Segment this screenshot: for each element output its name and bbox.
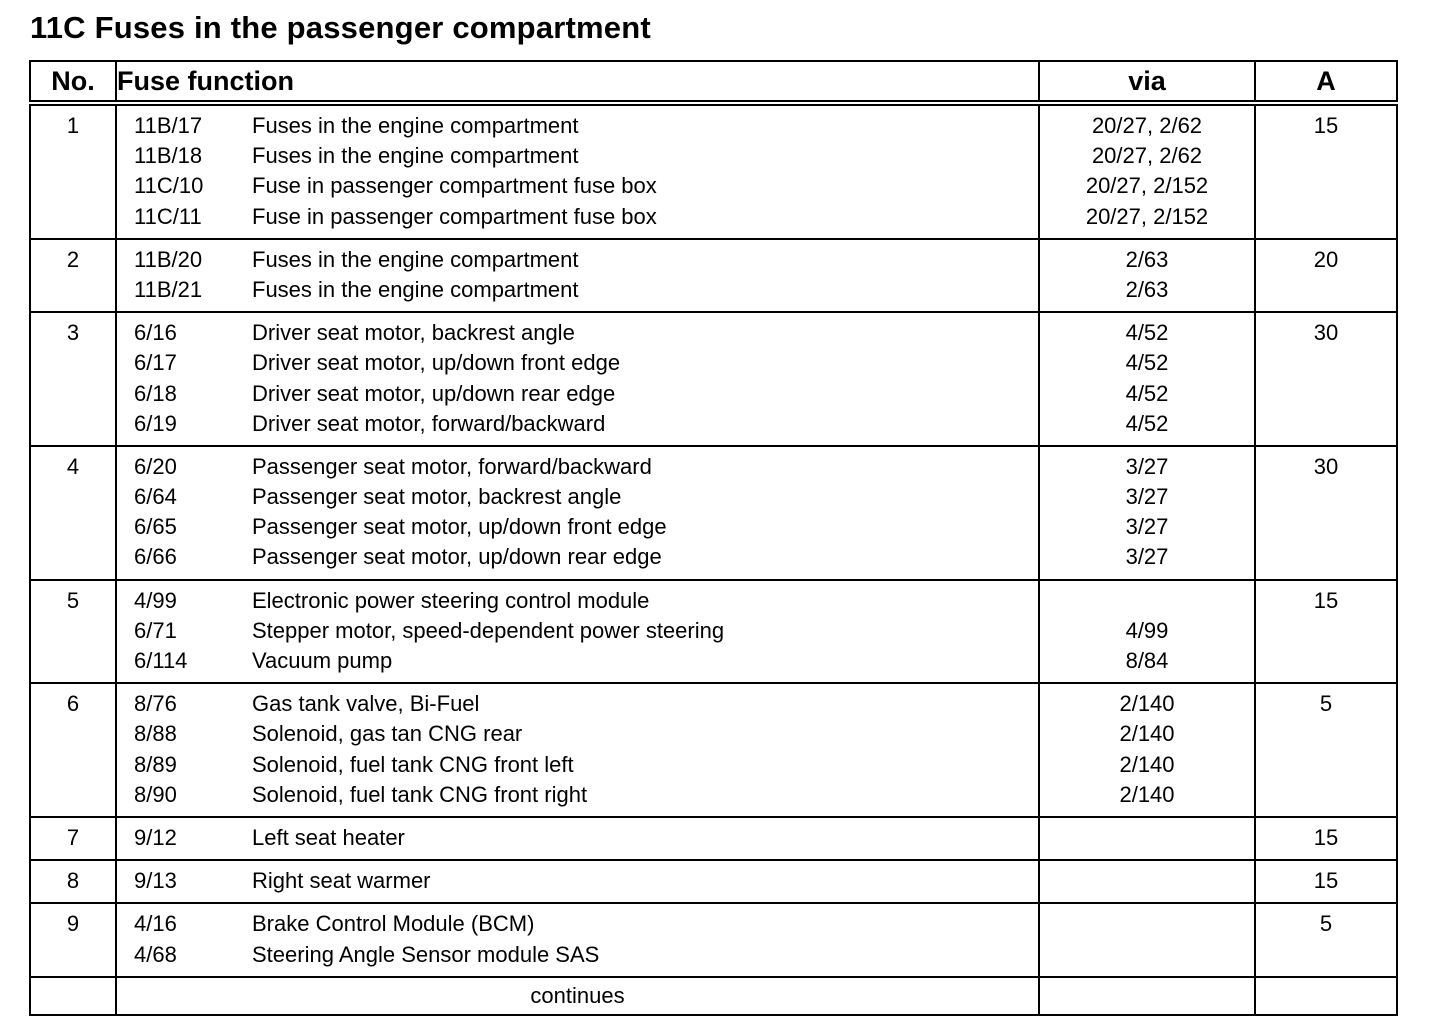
via-value (1040, 909, 1254, 939)
via-value: 4/52 (1125, 350, 1169, 376)
component-description: Stepper motor, speed-dependent power steering (252, 617, 725, 643)
fuse-via-cell (1039, 580, 1255, 684)
amperage-value: 15 (1313, 824, 1339, 850)
fuse-number-cell (30, 903, 116, 976)
fuse-number: 5 (66, 587, 80, 613)
fuse-number-cell (30, 683, 116, 817)
fuse-function-cell (116, 446, 1039, 580)
component-description: Fuses in the engine compartment (252, 246, 579, 272)
amperage-cell (1255, 580, 1397, 684)
amperage-value: 30 (1313, 453, 1339, 479)
component-description: Solenoid, fuel tank CNG front left (252, 751, 574, 777)
via-value: 20/27, 2/152 (1085, 203, 1209, 229)
component-code: 4/16 (134, 911, 177, 937)
component-code: 9/13 (134, 868, 177, 894)
fuse-entry (117, 379, 1038, 409)
fuse-via-cell (1039, 860, 1255, 903)
via-value: 3/27 (1125, 544, 1169, 570)
fuse-function-cell (116, 903, 1039, 976)
fuse-entry (117, 512, 1038, 542)
via-value: 2/140 (1119, 781, 1175, 807)
amperage-cell (1255, 312, 1397, 446)
fuse-entry (117, 275, 1038, 305)
fuse-group-row (30, 860, 1397, 903)
header-amperage: A (1255, 61, 1397, 103)
header-fuse-function: Fuse function (116, 61, 1039, 103)
fuse-function-cell (116, 683, 1039, 817)
component-code: 8/76 (134, 691, 177, 717)
amperage-value: 15 (1313, 868, 1339, 894)
amperage-value: 20 (1313, 246, 1339, 272)
fuse-entry (117, 909, 1038, 939)
fuse-number: 7 (66, 824, 80, 850)
fuse-entry (117, 141, 1038, 171)
fuse-entry (117, 823, 1038, 853)
fuse-entry (117, 586, 1038, 616)
amperage-cell (1255, 103, 1397, 239)
fuse-group-row (30, 817, 1397, 860)
component-description: Fuses in the engine compartment (252, 276, 579, 302)
via-value: 20/27, 2/152 (1085, 173, 1209, 199)
component-code: 11B/17 (134, 113, 203, 138)
component-description: Passenger seat motor, up/down front edge (252, 514, 667, 540)
amperage-value: 30 (1313, 320, 1339, 346)
fuse-via-cell (1039, 103, 1255, 239)
fuse-entry (117, 866, 1038, 896)
page-title: 11C Fuses in the passenger compartment (30, 10, 651, 45)
amperage-value: 15 (1313, 113, 1339, 138)
header-no: No. (30, 61, 116, 103)
amperage-value: 5 (1319, 691, 1333, 717)
component-code: 11B/18 (134, 143, 203, 169)
component-description: Vacuum pump (252, 648, 393, 673)
fuse-entry (117, 245, 1038, 275)
continues-label: continues (530, 982, 625, 1008)
fuse-group-row (30, 683, 1397, 817)
component-code: 11C/10 (134, 173, 204, 199)
component-description: Steering Angle Sensor module SAS (252, 941, 600, 967)
component-code: 6/71 (134, 617, 177, 643)
fuse-entry (117, 111, 1038, 141)
fuse-entry (117, 780, 1038, 810)
fuse-entry (117, 171, 1038, 201)
component-code: 8/90 (134, 781, 177, 807)
fuse-function-cell (116, 580, 1039, 684)
via-value: 2/140 (1119, 691, 1175, 717)
amperage-cell (1255, 239, 1397, 312)
fuse-via-cell (1039, 312, 1255, 446)
fuse-group-row (30, 103, 1397, 239)
component-code: 6/18 (134, 380, 177, 406)
component-description: Electronic power steering control module (252, 587, 650, 613)
via-value: 3/27 (1125, 453, 1169, 479)
empty-line (1040, 978, 1254, 1014)
amperage-cell (1255, 903, 1397, 976)
fuse-entry (117, 542, 1038, 572)
continuation-cell (116, 977, 1039, 1015)
component-description: Driver seat motor, up/down rear edge (252, 380, 616, 406)
empty-cell (1039, 977, 1255, 1015)
fuse-group-row (30, 446, 1397, 580)
fuse-group-row (30, 903, 1397, 976)
via-value: 20/27, 2/62 (1091, 113, 1203, 138)
fuse-number-cell (30, 860, 116, 903)
fuse-group-row (30, 312, 1397, 446)
fuse-function-cell (116, 103, 1039, 239)
component-description: Passenger seat motor, forward/backward (252, 453, 652, 479)
component-code: 6/16 (134, 320, 177, 346)
component-code: 8/89 (134, 751, 177, 777)
component-code: 11B/21 (134, 276, 203, 302)
component-code: 6/19 (134, 410, 177, 436)
empty-line (31, 978, 115, 1014)
fuse-number: 6 (66, 691, 80, 717)
component-code: 11C/11 (134, 203, 202, 229)
component-code: 4/99 (134, 587, 177, 613)
fuse-via-cell (1039, 683, 1255, 817)
via-value: 2/140 (1119, 751, 1175, 777)
via-value: 2/63 (1125, 246, 1169, 272)
component-description: Left seat heater (252, 824, 405, 850)
fuse-entry (117, 616, 1038, 646)
amperage-cell (1255, 446, 1397, 580)
table-header-row (30, 61, 1397, 103)
component-description: Brake Control Module (BCM) (252, 911, 535, 937)
fuse-number-cell (30, 239, 116, 312)
component-code: 6/65 (134, 514, 177, 540)
component-code: 4/68 (134, 941, 177, 967)
empty-line (1256, 978, 1396, 1014)
fuse-number-cell (30, 580, 116, 684)
component-description: Passenger seat motor, up/down rear edge (252, 544, 662, 570)
component-code: 9/12 (134, 824, 177, 850)
header-via: via (1039, 61, 1255, 103)
fuse-number-cell (30, 103, 116, 239)
fuse-entry (117, 452, 1038, 482)
component-code: 6/66 (134, 544, 177, 570)
via-value: 4/99 (1125, 617, 1169, 643)
amperage-value: 5 (1319, 911, 1333, 937)
component-code: 6/64 (134, 484, 177, 510)
fuse-number: 3 (66, 320, 80, 346)
component-code: 6/17 (134, 350, 177, 376)
component-description: Solenoid, gas tan CNG rear (252, 721, 523, 747)
component-description: Passenger seat motor, backrest angle (252, 484, 622, 510)
fuse-table (29, 60, 1398, 1016)
via-value (1040, 866, 1254, 896)
component-code: 8/88 (134, 721, 177, 747)
via-value: 2/63 (1125, 276, 1169, 302)
via-value: 4/52 (1125, 320, 1169, 346)
fuse-entry (117, 646, 1038, 676)
via-value (1040, 823, 1254, 853)
fuse-via-cell (1039, 817, 1255, 860)
fuse-entry (117, 719, 1038, 749)
table-body (30, 103, 1397, 1015)
component-description: Fuse in passenger compartment fuse box (252, 173, 657, 199)
component-description: Driver seat motor, backrest angle (252, 320, 575, 346)
fuse-number: 4 (66, 453, 80, 479)
fuse-number: 2 (66, 246, 80, 272)
via-value (1040, 940, 1254, 970)
via-value: 8/84 (1125, 648, 1169, 673)
fuse-number-cell (30, 312, 116, 446)
fuse-entry (117, 409, 1038, 439)
component-code: 6/20 (134, 453, 177, 479)
fuse-group-row (30, 580, 1397, 684)
fuse-entry (117, 202, 1038, 232)
fuse-entry (117, 940, 1038, 970)
fuse-entry (117, 348, 1038, 378)
component-code: 6/114 (134, 648, 188, 673)
continuation-row (30, 977, 1397, 1015)
fuse-function-cell (116, 312, 1039, 446)
amperage-value: 15 (1313, 587, 1339, 613)
fuse-entry (117, 689, 1038, 719)
fuse-entry (117, 750, 1038, 780)
fuse-via-cell (1039, 446, 1255, 580)
fuse-number-cell (30, 817, 116, 860)
via-value (1040, 586, 1254, 616)
empty-cell (30, 977, 116, 1015)
fuse-entry (117, 482, 1038, 512)
fuse-via-cell (1039, 903, 1255, 976)
fuse-via-cell (1039, 239, 1255, 312)
component-description: Fuses in the engine compartment (252, 143, 579, 169)
fuse-number: 1 (66, 113, 80, 138)
amperage-cell (1255, 860, 1397, 903)
fuse-function-cell (116, 239, 1039, 312)
via-value: 3/27 (1125, 514, 1169, 540)
component-description: Gas tank valve, Bi-Fuel (252, 691, 480, 717)
fuse-entry (117, 318, 1038, 348)
component-description: Solenoid, fuel tank CNG front right (252, 781, 588, 807)
fuse-number: 8 (66, 868, 80, 894)
fuse-number: 9 (66, 911, 80, 937)
component-code: 11B/20 (134, 246, 203, 272)
via-value: 20/27, 2/62 (1091, 143, 1203, 169)
via-value: 4/52 (1125, 380, 1169, 406)
amperage-cell (1255, 817, 1397, 860)
component-description: Driver seat motor, up/down front edge (252, 350, 621, 376)
fuse-number-cell (30, 446, 116, 580)
fuse-function-cell (116, 817, 1039, 860)
fuse-function-cell (116, 860, 1039, 903)
component-description: Right seat warmer (252, 868, 431, 894)
component-description: Fuses in the engine compartment (252, 113, 579, 138)
amperage-cell (1255, 683, 1397, 817)
via-value: 2/140 (1119, 721, 1175, 747)
via-value: 4/52 (1125, 410, 1169, 436)
component-description: Driver seat motor, forward/backward (252, 410, 606, 436)
component-description: Fuse in passenger compartment fuse box (252, 203, 657, 229)
fuse-group-row (30, 239, 1397, 312)
empty-cell (1255, 977, 1397, 1015)
via-value: 3/27 (1125, 484, 1169, 510)
